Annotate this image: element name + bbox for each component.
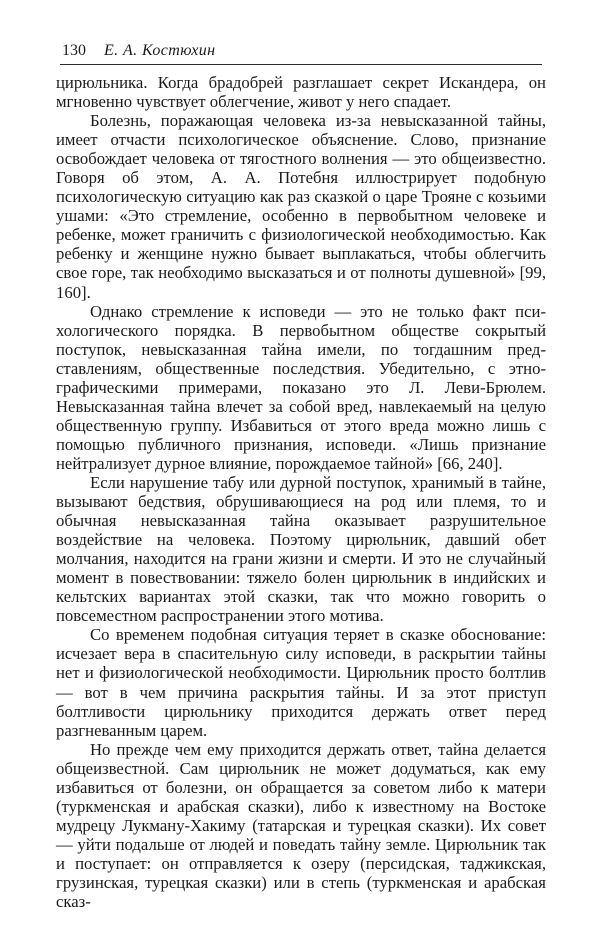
- running-head: [62, 40, 542, 62]
- paragraph: Однако стремление к исповеди — это не только факт психологического порядка. В первобытном обществе сокрытый поступок, невысказанная тайна имели, по тогдашним представлениям, общественные последствия. Убедительно, с этнографическими примерами, показано это Л. Леви-Брюлем. Невысказанная тайна влечет за собой вред, навлекаемый на целую общественную группу. Избавиться от этого вреда можно лишь с помощью публичного признания, исповеди. «Лишь признание нейтрализует дурное влияние, порождаемое тайной» [66, 240].: [56, 301, 546, 473]
- running-head-author: Е. А. Костюхин: [104, 42, 216, 59]
- paragraph: цирюльника. Когда брадобрей разглашает секрет Искандера, он мгновенно чувствует облегчение, живот у него спадает.: [56, 73, 546, 112]
- paragraph: Болезнь, поражающая человека из-за невысказанной тайны, имеет отчасти психологическое объяснение. Слово, признание освобождает человека от тягостного волнения — это общеизвестно. Говоря об этом, А. А. Потебня иллюстрирует подобную психологическую ситуацию как раз сказкой о царе Трояне с козьими ушами: «Это стремление, особенно в первобытном человеке и ребенке, может граничить с физиологической необходимостью. Как ребенку и женщине нужно бывает выплакаться, чтобы облегчить свое горе, так необходимо высказаться и от полноты душевной» [99, 160].: [56, 111, 546, 302]
- paragraph: Со временем подобная ситуация теряет в сказке обоснование: исчезает вера в спасительную силу исповеди, в раскрытии тайны нет и физиологической необходимости. Цирюльник просто болтлив — вот в чем причина раскрытия тайны. И за этот приступ болтливости цирюльнику приходится держать ответ перед разгневанным царем.: [56, 625, 546, 740]
- paragraph: Но прежде чем ему приходится держать ответ, тайна делается общеизвестной. Сам цирюльник не может додуматься, как ему избавиться от болезни, он обращается за советом либо к матери (туркменская и арабская сказки), либо к известному на Востоке мудрецу Лукману-Хакиму (татарская и турецкая сказки). Их совет — уйти подальше от людей и поведать тайну земле. Цирюльник так и поступает: он отправляется к озеру (персидская, таджикская, грузинская, турецкая сказки) или в степь (туркменская и арабская сказ-: [56, 739, 546, 912]
- page-number: 130: [62, 42, 86, 59]
- body-text: [56, 73, 546, 911]
- paragraph: Если нарушение табу или дурной поступок, хранимый в тайне, вызывают бедствия, обрушивающиеся на род или племя, то и обычная невысказанная тайна оказывает разрушительное воздействие на человека. Поэтому цирюльник, давший обет молчания, находится на грани жизни и смерти. И это не случайный момент в повествовании: тяжело болен цирюльник в индийских и кельтских вариантах этой сказки, так что можно говорить о повсеместном распространении этого мотива.: [56, 472, 546, 626]
- header-rule: [60, 64, 542, 65]
